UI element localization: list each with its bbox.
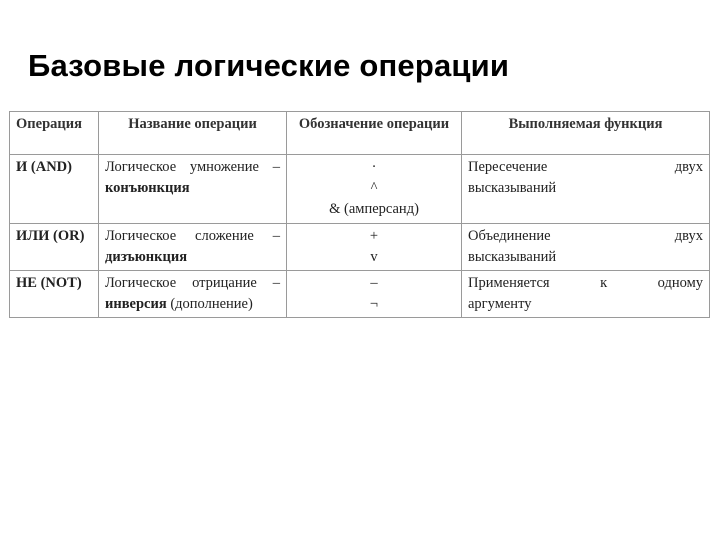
notation-cell xyxy=(287,224,462,271)
function-line: Пересечение двух xyxy=(468,159,703,175)
header-notation: Обозначение операции xyxy=(287,112,462,155)
operation-cell: ИЛИ (OR) xyxy=(10,224,99,271)
table-row xyxy=(10,271,710,318)
function-line: Применяется к одному xyxy=(468,275,703,291)
table-header-row xyxy=(10,112,710,155)
notation-symbol: – xyxy=(370,275,378,291)
operation-cell: НЕ (NOT) xyxy=(10,271,99,318)
header-operation: Операция xyxy=(10,112,99,155)
notation-symbol: & (амперсанд) xyxy=(329,201,419,217)
operation-cell: И (AND) xyxy=(10,155,99,224)
name-bold: дизъюнкция xyxy=(105,249,188,265)
table-row xyxy=(10,224,710,271)
notation-symbol: v xyxy=(370,249,378,265)
header-name: Название операции xyxy=(99,112,287,155)
name-bold: инверсия xyxy=(105,296,167,312)
operation-name-cell xyxy=(99,155,287,224)
name-second-line xyxy=(105,294,280,315)
function-cell xyxy=(462,224,710,271)
name-plain: Логическое умножение – xyxy=(105,159,280,175)
notation-symbol: · xyxy=(371,159,377,175)
notation-cell xyxy=(287,271,462,318)
notation-cell xyxy=(287,155,462,224)
function-line: высказываний xyxy=(468,180,557,196)
function-line: Объединение двух xyxy=(468,228,703,244)
notation-symbol: + xyxy=(369,228,379,244)
notation-symbol: ¬ xyxy=(369,296,379,312)
header-function: Выполняемая функция xyxy=(462,112,710,155)
operation-name-cell xyxy=(99,271,287,318)
name-plain: Логическое отрицание – xyxy=(105,275,280,291)
name-bold: конъюнкция xyxy=(105,180,190,196)
function-cell xyxy=(462,271,710,318)
function-line: высказываний xyxy=(468,249,557,265)
table-row xyxy=(10,155,710,224)
logic-operations-table xyxy=(9,111,710,318)
operation-name-cell xyxy=(99,224,287,271)
notation-symbol: ^ xyxy=(370,180,378,196)
function-cell xyxy=(462,155,710,224)
name-tail: (дополнение) xyxy=(166,296,253,312)
name-plain: Логическое сложение – xyxy=(105,228,280,244)
slide-title: Базовые логические операции xyxy=(28,48,510,83)
function-line: аргументу xyxy=(468,296,532,312)
